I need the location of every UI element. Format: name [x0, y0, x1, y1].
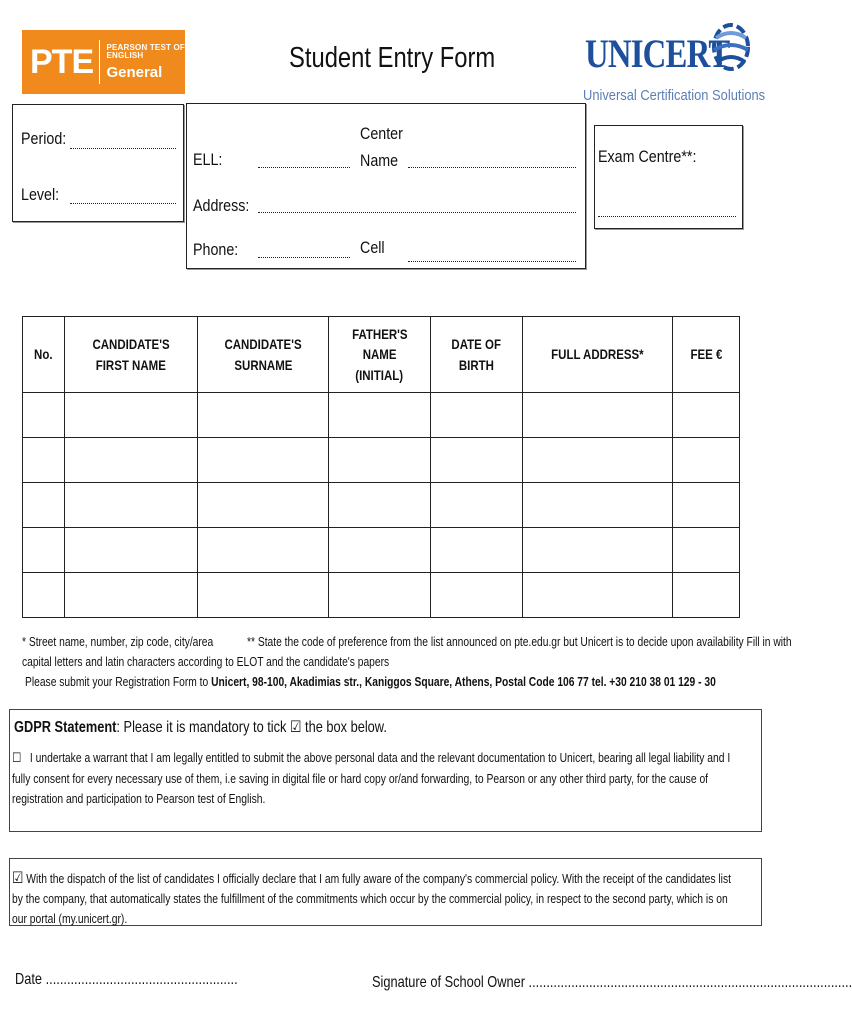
- table-cell[interactable]: [523, 573, 673, 618]
- table-cell[interactable]: [65, 393, 198, 438]
- table-cell[interactable]: [673, 573, 740, 618]
- table-cell[interactable]: [23, 438, 65, 483]
- center-label-line2: Name: [360, 151, 399, 170]
- table-cell[interactable]: [431, 483, 523, 528]
- col-header-no: No.: [23, 317, 65, 393]
- table-cell[interactable]: [65, 528, 198, 573]
- date-line: [15, 971, 238, 989]
- table-cell[interactable]: [198, 573, 329, 618]
- table-cell[interactable]: [198, 438, 329, 483]
- table-row: [23, 393, 740, 438]
- gdpr-checkbox[interactable]: ☐: [12, 751, 22, 766]
- table-cell[interactable]: [23, 528, 65, 573]
- table-cell[interactable]: [673, 393, 740, 438]
- date-label: Date: [15, 971, 43, 988]
- period-field[interactable]: [70, 148, 176, 149]
- table-cell[interactable]: [23, 393, 65, 438]
- table-row: [23, 573, 740, 618]
- phone-label: Phone:: [193, 240, 239, 259]
- col-header-surname: CANDIDATE'S SURNAME: [198, 317, 329, 393]
- center-name-field[interactable]: [408, 167, 576, 168]
- gdpr-heading: GDPR Statement: Please it is mandatory to tick ☑ the box below.: [14, 717, 387, 736]
- table-cell[interactable]: [198, 528, 329, 573]
- table-cell[interactable]: [523, 483, 673, 528]
- table-cell[interactable]: [673, 528, 740, 573]
- phone-field[interactable]: [258, 257, 350, 258]
- table-cell[interactable]: [329, 573, 431, 618]
- dispatch-checkbox[interactable]: ☑: [12, 868, 24, 887]
- table-cell[interactable]: [65, 573, 198, 618]
- checked-box-icon: ☑: [290, 717, 302, 736]
- level-label: Level:: [21, 185, 60, 204]
- dispatch-text: With the dispatch of the list of candidates I officially declare that I am fully aware of the company's commercial policy. With the receipt of the candidates list by the company, that automatically states the fulfillment of the commitments which occur by the commercial policy, in respect to the second party, which is on our portal (my.unicert.gr).: [12, 871, 731, 926]
- capital-letters-note: capital letters and latin characters according to ELOT and the candidate's papers: [22, 654, 390, 669]
- signature-line: [372, 974, 852, 992]
- unicert-tagline: Universal Certification Solutions: [583, 87, 766, 104]
- unicert-logo-text: UNICERT: [585, 31, 730, 76]
- cell-field[interactable]: [408, 261, 576, 262]
- pte-logo-line1: PEARSON TEST OF ENGLISH: [106, 42, 186, 61]
- table-cell[interactable]: [673, 483, 740, 528]
- gdpr-consent: [12, 748, 743, 809]
- col-header-father-name: FATHER'S NAME (INITIAL): [329, 317, 431, 393]
- address-label: Address:: [193, 196, 250, 215]
- signature-label: Signature of School Owner: [372, 974, 525, 991]
- table-cell[interactable]: [198, 393, 329, 438]
- table-cell[interactable]: [23, 573, 65, 618]
- state-code-note: ** State the code of preference from the list announced on pte.edu.gr but Unicert is to decide upon availability Fill in with: [247, 634, 792, 649]
- gdpr-consent-text: I undertake a warrant that I am legally entitled to submit the above personal data and the relevant documentation to Unicert, bearing all legal liability and I fully consent for every necessary use of them, i.e saving in digital file or hard copy or/and forwarding, to Pearson or any other third party, for the cause of registration and participation to Pearson test of English.: [12, 750, 731, 806]
- center-label-line1: Center: [360, 124, 403, 143]
- table-cell[interactable]: [65, 483, 198, 528]
- table-header-row: [23, 317, 740, 393]
- table-row: [23, 528, 740, 573]
- submit-note: Please submit your Registration Form to Unicert, 98-100, Akadimias str., Kaniggos Square, Athens, Postal Code 106 77 tel. +30 210 38 01 129 - 30: [25, 674, 716, 689]
- col-header-full-address: FULL ADDRESS*: [523, 317, 673, 393]
- ell-field[interactable]: [258, 167, 350, 168]
- page-title: Student Entry Form: [289, 42, 496, 74]
- table-cell[interactable]: [523, 438, 673, 483]
- table-cell[interactable]: [523, 393, 673, 438]
- table-cell[interactable]: [431, 528, 523, 573]
- level-field[interactable]: [70, 203, 176, 204]
- ell-label: ELL:: [193, 150, 223, 169]
- candidates-table: [22, 316, 740, 618]
- col-header-first-name: CANDIDATE'S FIRST NAME: [65, 317, 198, 393]
- exam-centre-box: [594, 125, 743, 229]
- pte-logo-line2: General: [106, 63, 163, 81]
- table-cell[interactable]: [329, 393, 431, 438]
- table-cell[interactable]: [523, 528, 673, 573]
- table-cell[interactable]: [329, 438, 431, 483]
- table-cell[interactable]: [431, 438, 523, 483]
- table-cell[interactable]: [329, 483, 431, 528]
- pte-logo-divider: [99, 40, 100, 84]
- gdpr-title: GDPR Statement: [14, 719, 117, 736]
- period-label: Period:: [21, 129, 67, 148]
- table-cell[interactable]: [329, 528, 431, 573]
- table-cell[interactable]: [431, 573, 523, 618]
- address-field[interactable]: [258, 212, 576, 213]
- table-cell[interactable]: [198, 483, 329, 528]
- table-cell[interactable]: [23, 483, 65, 528]
- exam-centre-label: Exam Centre**:: [598, 147, 697, 166]
- table-row: [23, 483, 740, 528]
- pte-logo: [22, 30, 185, 94]
- submit-address: Unicert, 98-100, Akadimias str., Kaniggos Square, Athens, Postal Code 106 77 tel. +30 210 38 01 129 - 30: [211, 674, 716, 689]
- col-header-birth-date: DATE OF BIRTH: [431, 317, 523, 393]
- dispatch-statement: [12, 868, 743, 929]
- exam-centre-field[interactable]: [598, 216, 736, 217]
- pte-logo-mark: PTE: [30, 42, 94, 81]
- col-header-fee: FEE €: [673, 317, 740, 393]
- globe-logo-icon: [710, 18, 752, 76]
- street-note: * Street name, number, zip code, city/area: [22, 634, 214, 649]
- table-row: [23, 438, 740, 483]
- date-field[interactable]: ......................................................: [45, 971, 238, 988]
- table-cell[interactable]: [673, 438, 740, 483]
- signature-field[interactable]: ...........................................................................................: [528, 974, 852, 991]
- table-cell[interactable]: [65, 438, 198, 483]
- cell-label: Cell: [360, 238, 385, 257]
- table-cell[interactable]: [431, 393, 523, 438]
